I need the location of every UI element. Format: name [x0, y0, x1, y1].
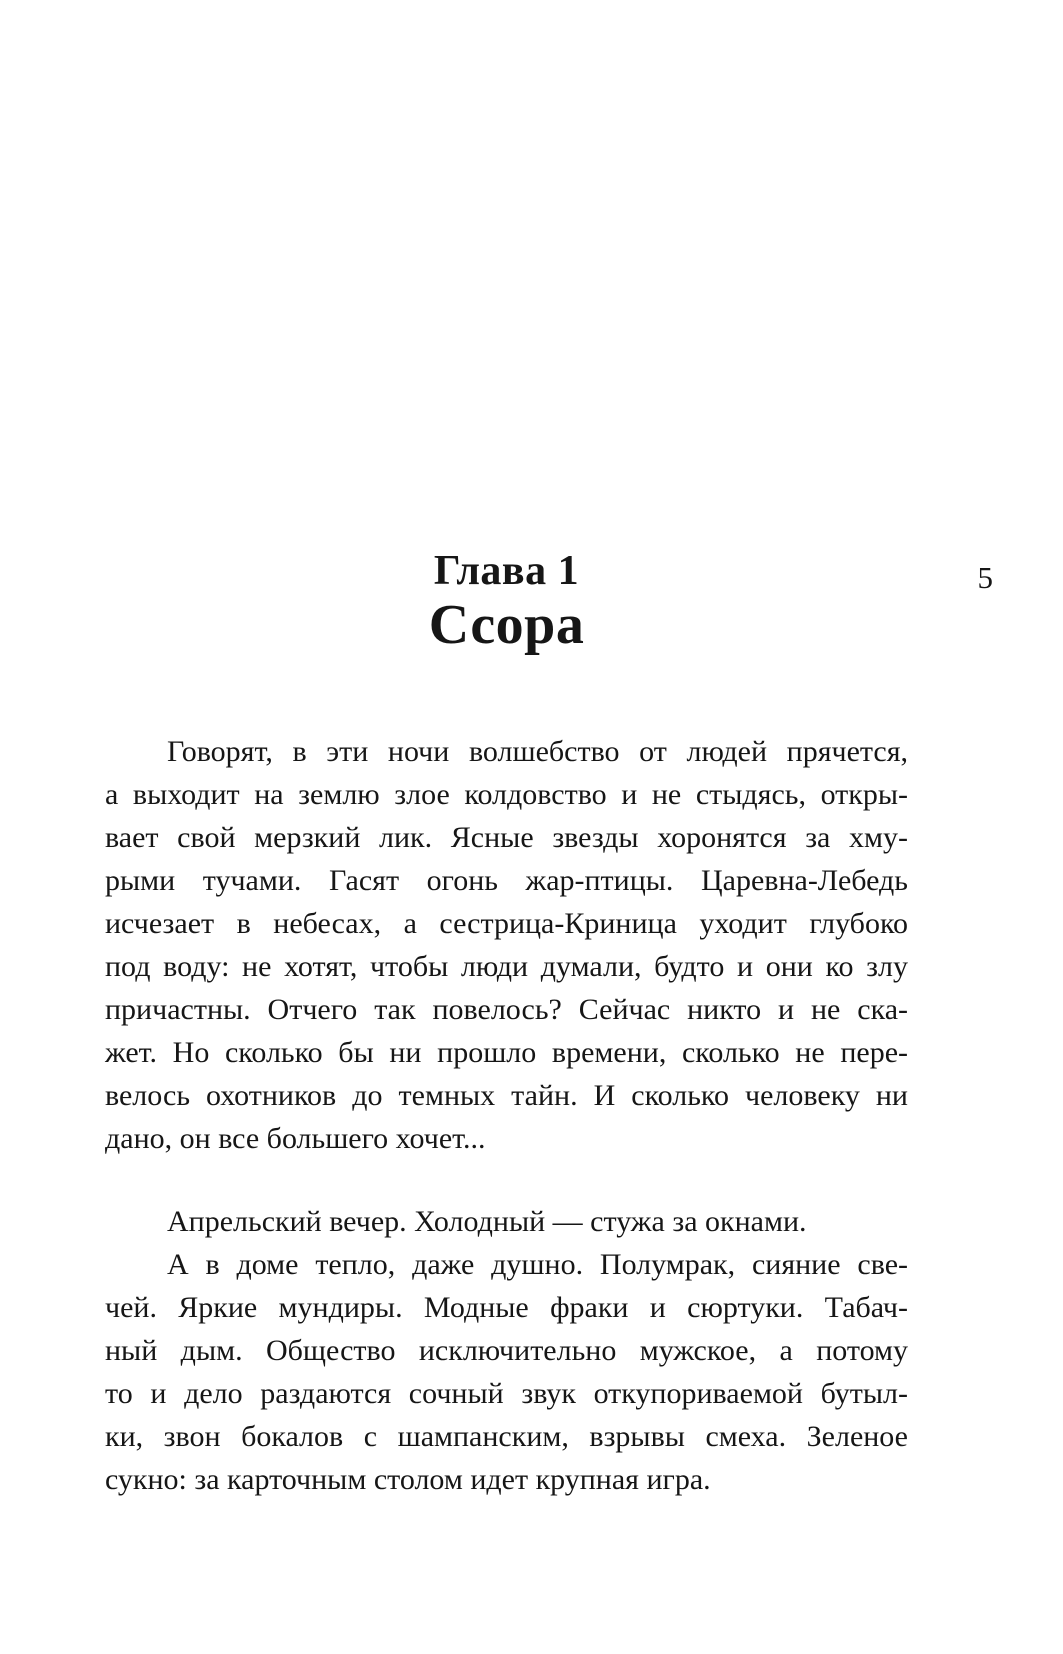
text-line: а выходит на землю злое колдовство и не стыдясь, откры-: [105, 778, 908, 811]
paragraph: [105, 1243, 908, 1501]
text-line: ки, звон бокалов с шампанским, взрывы смеха. Зеленое: [105, 1420, 908, 1453]
chapter-heading: [105, 548, 908, 656]
text-line: причастны. Отчего так повелось? Сейчас никто и не ска-: [105, 993, 908, 1026]
text-line: велось охотников до темных тайн. И сколько человеку ни: [105, 1079, 908, 1112]
text-line: вает свой мерзкий лик. Ясные звезды хоронятся за хму-: [105, 821, 908, 854]
text-line: Апрельский вечер. Холодный — стужа за окнами.: [167, 1205, 807, 1238]
paragraph: [105, 730, 908, 1160]
text-line: А в доме тепло, даже душно. Полумрак, сияние све-: [167, 1248, 908, 1281]
page-number: 5: [977, 560, 993, 595]
chapter-title: Ссора: [428, 594, 585, 656]
text-line: ный дым. Общество исключительно мужское, а потому: [105, 1334, 908, 1367]
text-line: исчезает в небесах, а сестрица-Криница уходит глубоко: [105, 907, 908, 940]
text-line: сукно: за карточным столом идет крупная игра.: [105, 1463, 711, 1496]
text-line: под воду: не хотят, чтобы люди думали, будто и они ко злу: [105, 950, 908, 983]
chapter-label: Глава 1: [433, 548, 580, 594]
text-block: [105, 730, 908, 1501]
text-line: чей. Яркие мундиры. Модные фраки и сюртуки. Табач-: [105, 1291, 908, 1324]
text-line: то и дело раздаются сочный звук откупориваемой бутыл-: [105, 1377, 908, 1410]
text-line: дано, он все большего хочет...: [105, 1122, 486, 1155]
text-line: Говорят, в эти ночи волшебство от людей прячется,: [167, 735, 908, 768]
text-line: рыми тучами. Гасят огонь жар-птицы. Царевна-Лебедь: [105, 864, 908, 897]
paragraph: [105, 1200, 908, 1243]
text-line: жет. Но сколько бы ни прошло времени, сколько не пере-: [105, 1036, 908, 1069]
